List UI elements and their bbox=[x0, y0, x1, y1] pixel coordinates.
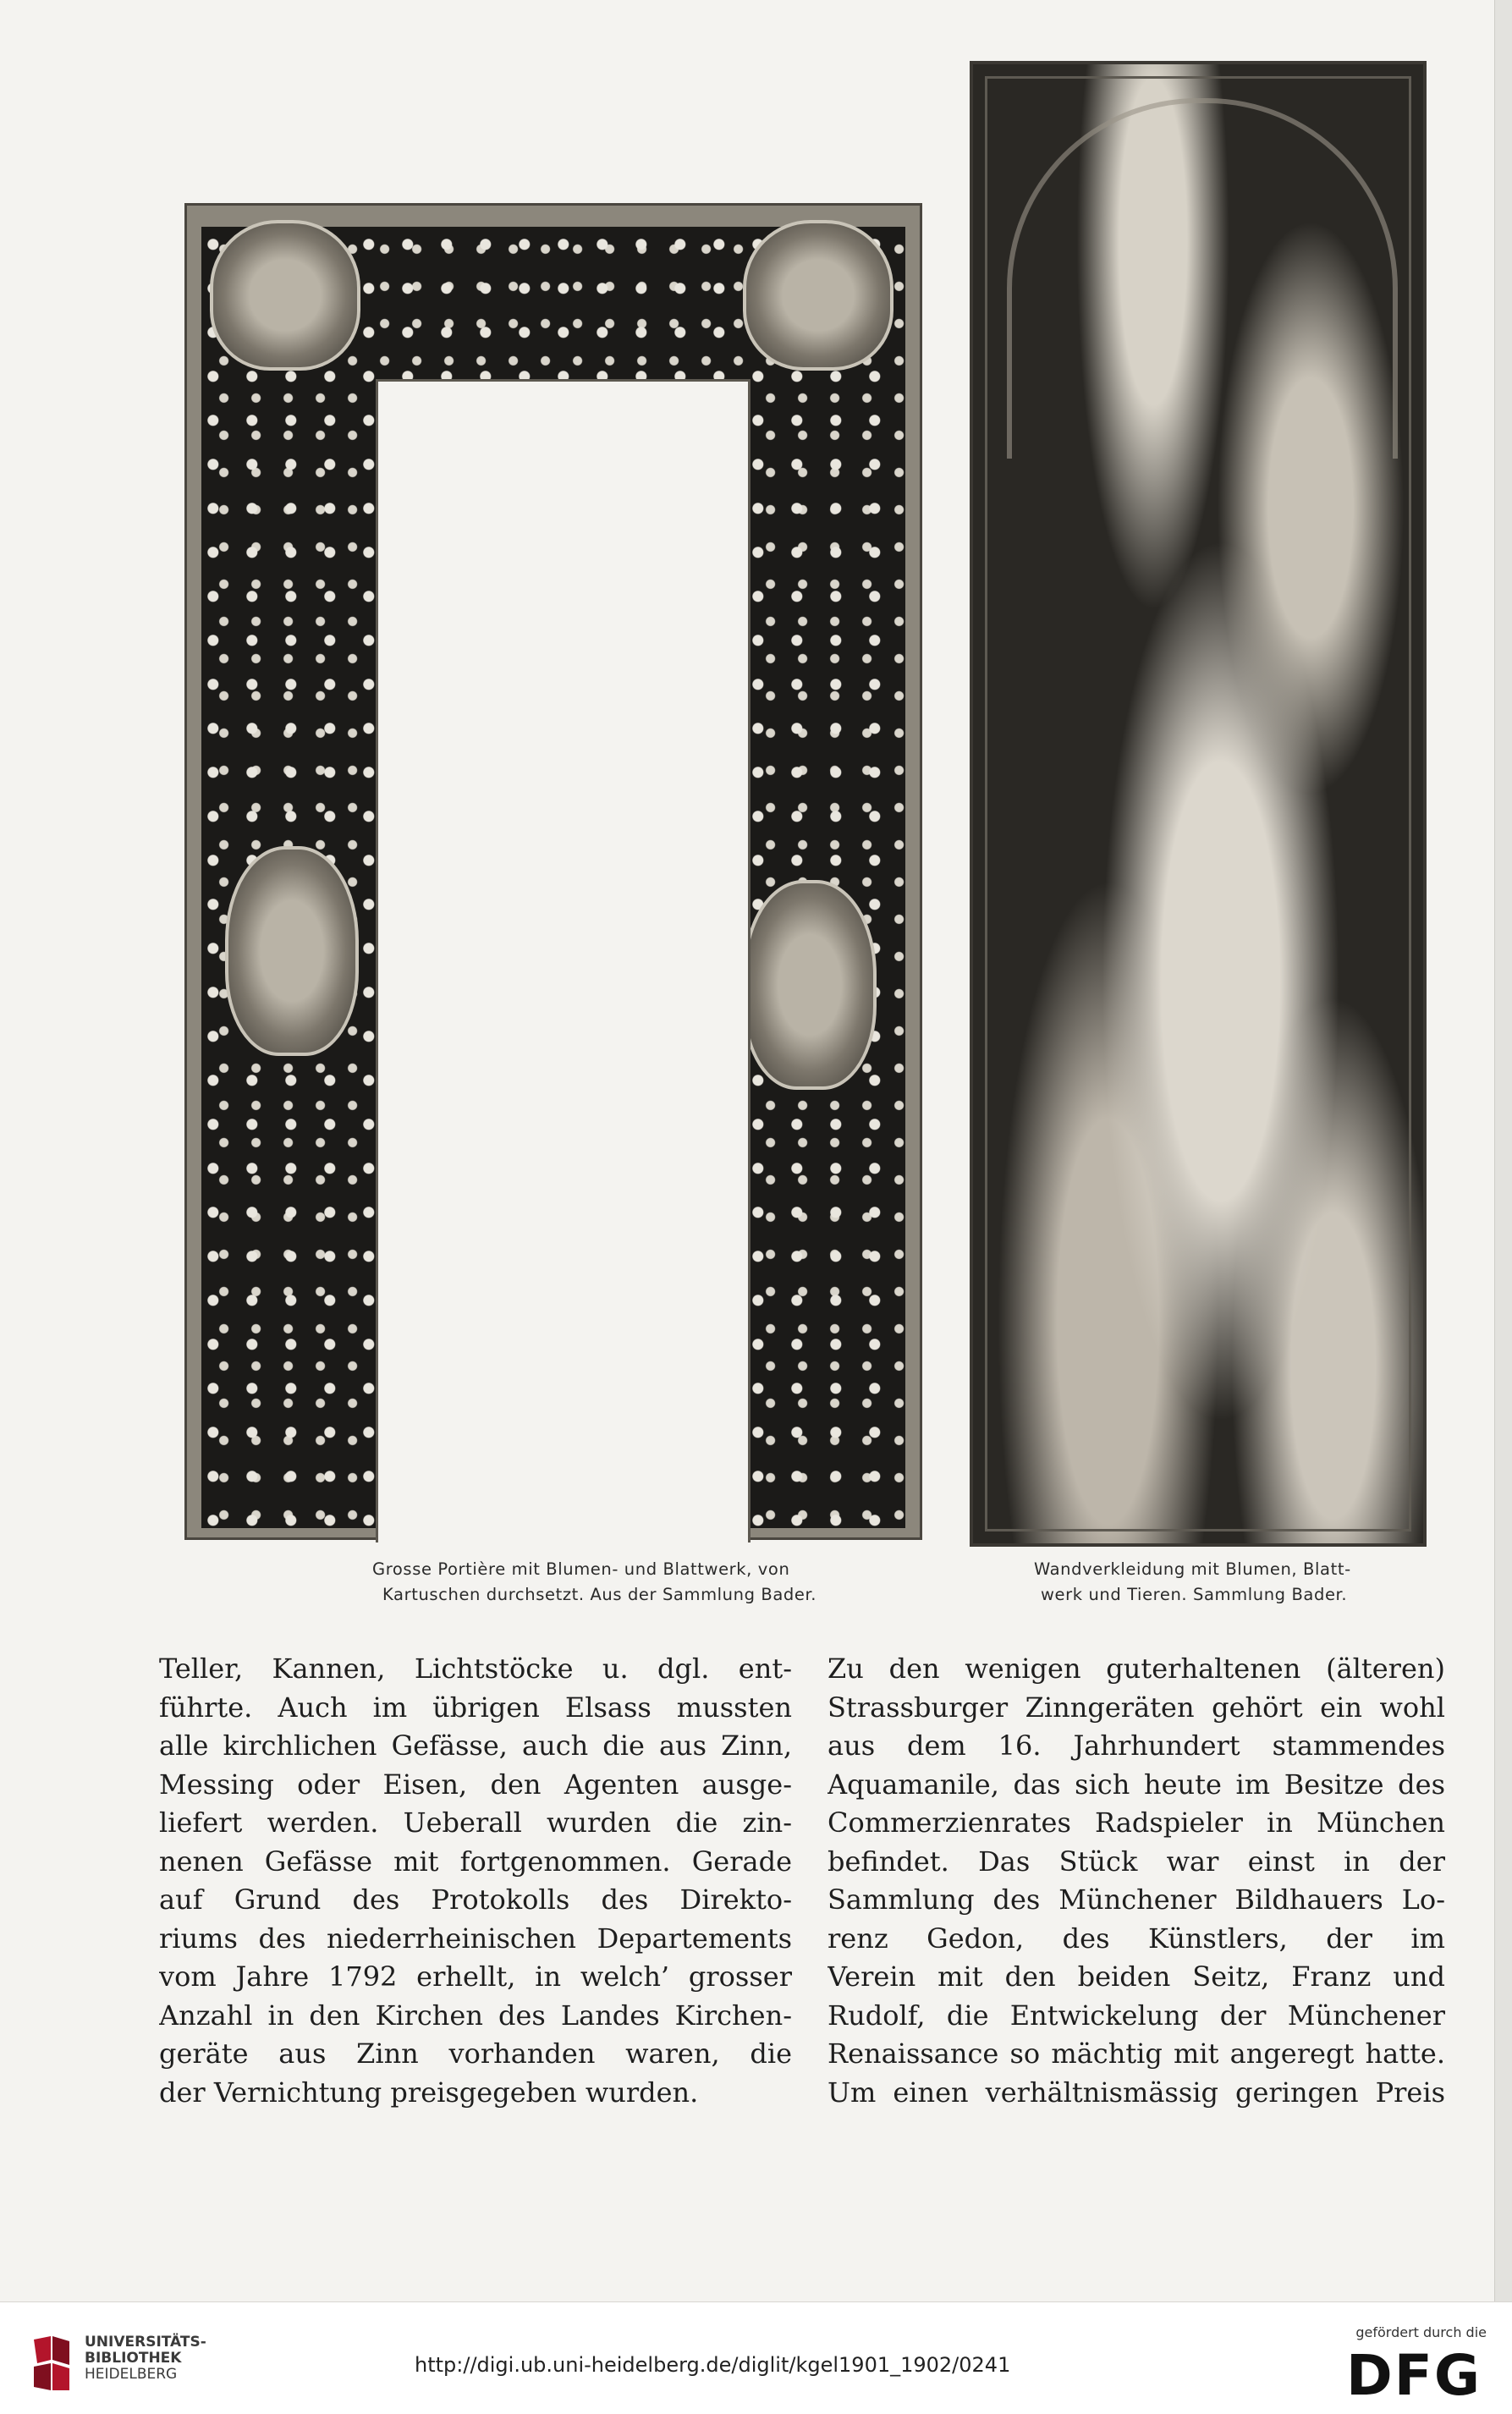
caption-wall-covering-line1: Wandverkleidung mit Blumen, Blatt- bbox=[1034, 1559, 1351, 1579]
text-line: Commerzienrates Radspieler in München bbox=[827, 1806, 1445, 1839]
text-line: Anzahl in den Kirchen des Landes Kirchen- bbox=[159, 1999, 792, 2032]
university-library-logo-icon bbox=[25, 2334, 76, 2394]
text-line: vom Jahre 1792 erhellt, in welch’ grosser bbox=[159, 1960, 792, 1993]
text-line: nenen Gefässe mit fortgenommen. Gerade bbox=[159, 1845, 792, 1878]
text-line: Renaissance so mächtig mit angeregt hatte. bbox=[827, 2037, 1445, 2070]
caption-portiere bbox=[372, 1557, 816, 1608]
caption-wall-covering-line2: werk und Tieren. Sammlung Bader. bbox=[1041, 1585, 1348, 1604]
text-line: liefert werden. Ueberall wurden die zin- bbox=[159, 1806, 792, 1839]
text-line: Verein mit den beiden Seitz, Franz und bbox=[827, 1960, 1445, 1993]
text-line: führte. Auch im übrigen Elsass mussten bbox=[159, 1691, 792, 1724]
library-line3: HEIDELBERG bbox=[85, 2366, 178, 2383]
text-line: Sammlung des Münchener Bildhauers Lo- bbox=[827, 1883, 1445, 1916]
cartouche-top-left bbox=[210, 220, 360, 371]
text-line: der Vernichtung preisgegeben wurden. bbox=[159, 2076, 699, 2109]
text-line: Strassburger Zinngeräten gehört ein wohl bbox=[827, 1691, 1445, 1724]
text-line: befindet. Das Stück war einst in der bbox=[827, 1845, 1445, 1878]
text-column-right bbox=[827, 1650, 1445, 2112]
page-edge bbox=[1494, 0, 1512, 2301]
dfg-logo: DFG bbox=[1345, 2343, 1482, 2408]
university-library-name bbox=[85, 2334, 206, 2383]
text-column-left bbox=[159, 1650, 792, 2112]
text-line: Um einen verhältnismässig geringen Preis bbox=[827, 2076, 1445, 2109]
funding-note: gefördert durch die bbox=[1355, 2324, 1487, 2340]
text-line: aus dem 16. Jahrhundert stammendes bbox=[827, 1729, 1445, 1762]
text-line: auf Grund des Protokolls des Direkto- bbox=[159, 1883, 792, 1916]
caption-wall-covering bbox=[1034, 1557, 1351, 1608]
wall-covering-image bbox=[970, 61, 1427, 1547]
text-line: alle kirchlichen Gefässe, auch die aus Zinn, bbox=[159, 1729, 792, 1762]
caption-portiere-line2: Kartuschen durchsetzt. Aus der Sammlung Bader. bbox=[382, 1585, 817, 1604]
cartouche-top-right bbox=[743, 220, 893, 371]
text-line: renz Gedon, des Künstlers, der im bbox=[827, 1922, 1445, 1955]
text-line: Zu den wenigen guterhaltenen (älteren) bbox=[827, 1652, 1445, 1685]
footer-bar bbox=[0, 2301, 1512, 2414]
permalink-url[interactable]: http://digi.ub.uni-heidelberg.de/diglit/kgel1901_1902/0241 bbox=[415, 2353, 1011, 2377]
portiere-image bbox=[184, 203, 922, 1540]
wall-covering-arch bbox=[1007, 98, 1398, 459]
library-line2: BIBLIOTHEK bbox=[85, 2350, 182, 2367]
text-line: Aquamanile, das sich heute im Besitze des bbox=[827, 1768, 1445, 1801]
portiere-opening bbox=[376, 379, 751, 1542]
text-line: geräte aus Zinn vorhanden waren, die bbox=[159, 2037, 792, 2070]
text-line: riums des niederrheinischen Departements bbox=[159, 1922, 792, 1955]
caption-portiere-line1: Grosse Portière mit Blumen- und Blattwerk, von bbox=[372, 1559, 790, 1579]
cartouche-left bbox=[225, 846, 359, 1056]
cartouche-right bbox=[743, 880, 877, 1090]
library-line1: UNIVERSITÄTS- bbox=[85, 2334, 206, 2351]
text-line: Teller, Kannen, Lichtstöcke u. dgl. ent- bbox=[159, 1652, 792, 1685]
text-line: Messing oder Eisen, den Agenten ausge- bbox=[159, 1768, 792, 1801]
text-line: Rudolf, die Entwickelung der Münchener bbox=[827, 1999, 1445, 2032]
